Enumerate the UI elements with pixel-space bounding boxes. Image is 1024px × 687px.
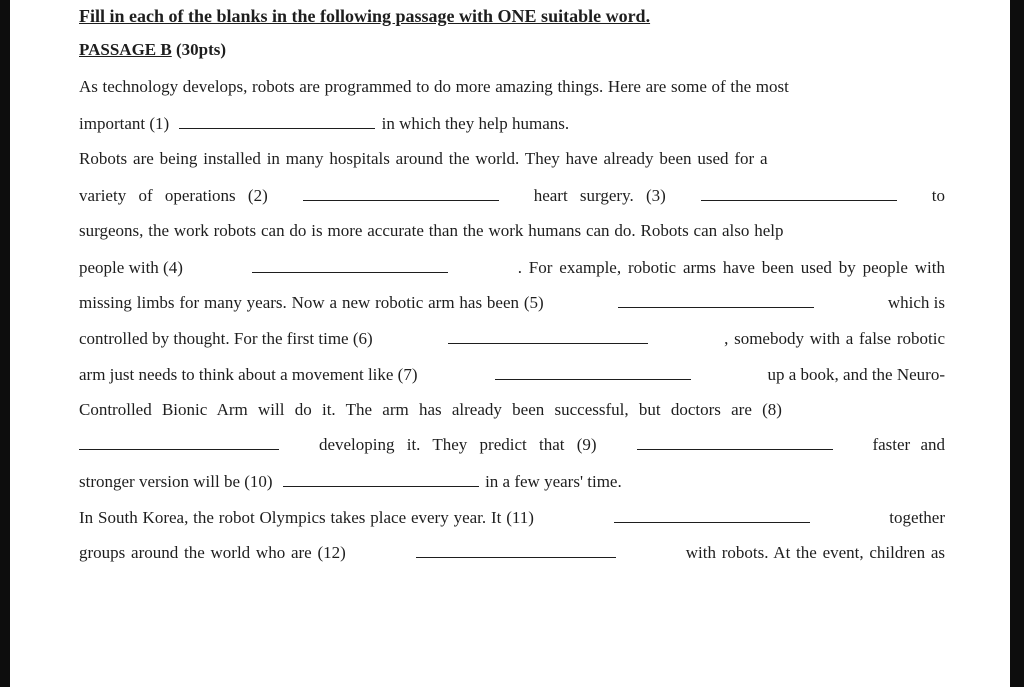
line-text: important (1) [79,114,170,133]
blank-2[interactable] [303,186,499,201]
line-text: people with (4) [79,258,183,277]
passage-line-6 [79,257,945,279]
line-text: surgeons, the work robots can do is more accurate than the work humans can do. Robots can also help [79,221,784,240]
line-text: which is [887,293,945,312]
blank-5[interactable] [618,293,814,308]
line-text: arm just needs to think about a movement like (7) [79,365,418,384]
blank-4[interactable] [252,258,448,273]
blank-10[interactable] [283,472,479,487]
passage-line-1 [79,76,945,98]
line-text: together [889,508,945,527]
line-text: Controlled Bionic Arm will do it. The arm has already been successful, but doctors are (8) [79,400,782,419]
passage-line-8 [79,328,945,350]
right-dark-border [1010,0,1024,687]
passage-line-7 [79,292,945,314]
line-text: faster and [872,435,945,454]
blank-7[interactable] [495,365,691,380]
line-text: groups around the world who are (12) [79,543,346,562]
blank-6[interactable] [448,329,648,344]
line-text: in a few years' time. [485,472,622,491]
passage-line-9 [79,364,945,386]
line-text: up a book, and the Neuro- [767,365,945,384]
blank-12[interactable] [416,543,616,558]
line-text: In South Korea, the robot Olympics takes place every year. It (11) [79,508,534,527]
line-text: variety of operations (2) [79,186,268,205]
blank-11[interactable] [614,508,810,523]
passage-title [79,40,226,60]
passage-label: PASSAGE B [79,40,172,59]
passage-line-10 [79,399,945,421]
line-text: Robots are being installed in many hospitals around the world. They have already been used for a [79,149,768,168]
line-text: stronger version will be (10) [79,472,273,491]
line-text: in which they help humans. [381,114,570,133]
passage-line-3 [79,148,945,170]
blank-3[interactable] [701,186,897,201]
passage-line-2 [79,113,945,135]
passage-line-11 [79,434,945,456]
passage-line-4 [79,185,945,207]
passage-line-12 [79,471,945,493]
passage-line-5 [79,220,945,242]
worksheet-page [79,0,945,687]
instruction-heading: Fill in each of the blanks in the following passage with ONE suitable word. [79,6,651,26]
line-text: with robots. At the event, children as [685,543,945,562]
blank-9[interactable] [637,435,833,450]
line-text: missing limbs for many years. Now a new robotic arm has been (5) [79,293,544,312]
blank-1[interactable] [179,114,375,129]
passage-line-13 [79,507,945,529]
line-text: controlled by thought. For the first time (6) [79,329,373,348]
line-text: . For example, robotic arms have been used by people with [517,258,945,277]
passage-line-14 [79,542,945,564]
line-text: to [931,186,945,205]
line-text: As technology develops, robots are programmed to do more amazing things. Here are some of the most [79,77,789,96]
passage-points: (30pts) [176,40,227,59]
line-text: heart surgery. (3) [533,186,666,205]
left-dark-border [0,0,10,687]
line-text: , somebody with a false robotic [724,329,945,348]
blank-8[interactable] [79,435,279,450]
line-text: developing it. They predict that (9) [318,435,597,454]
